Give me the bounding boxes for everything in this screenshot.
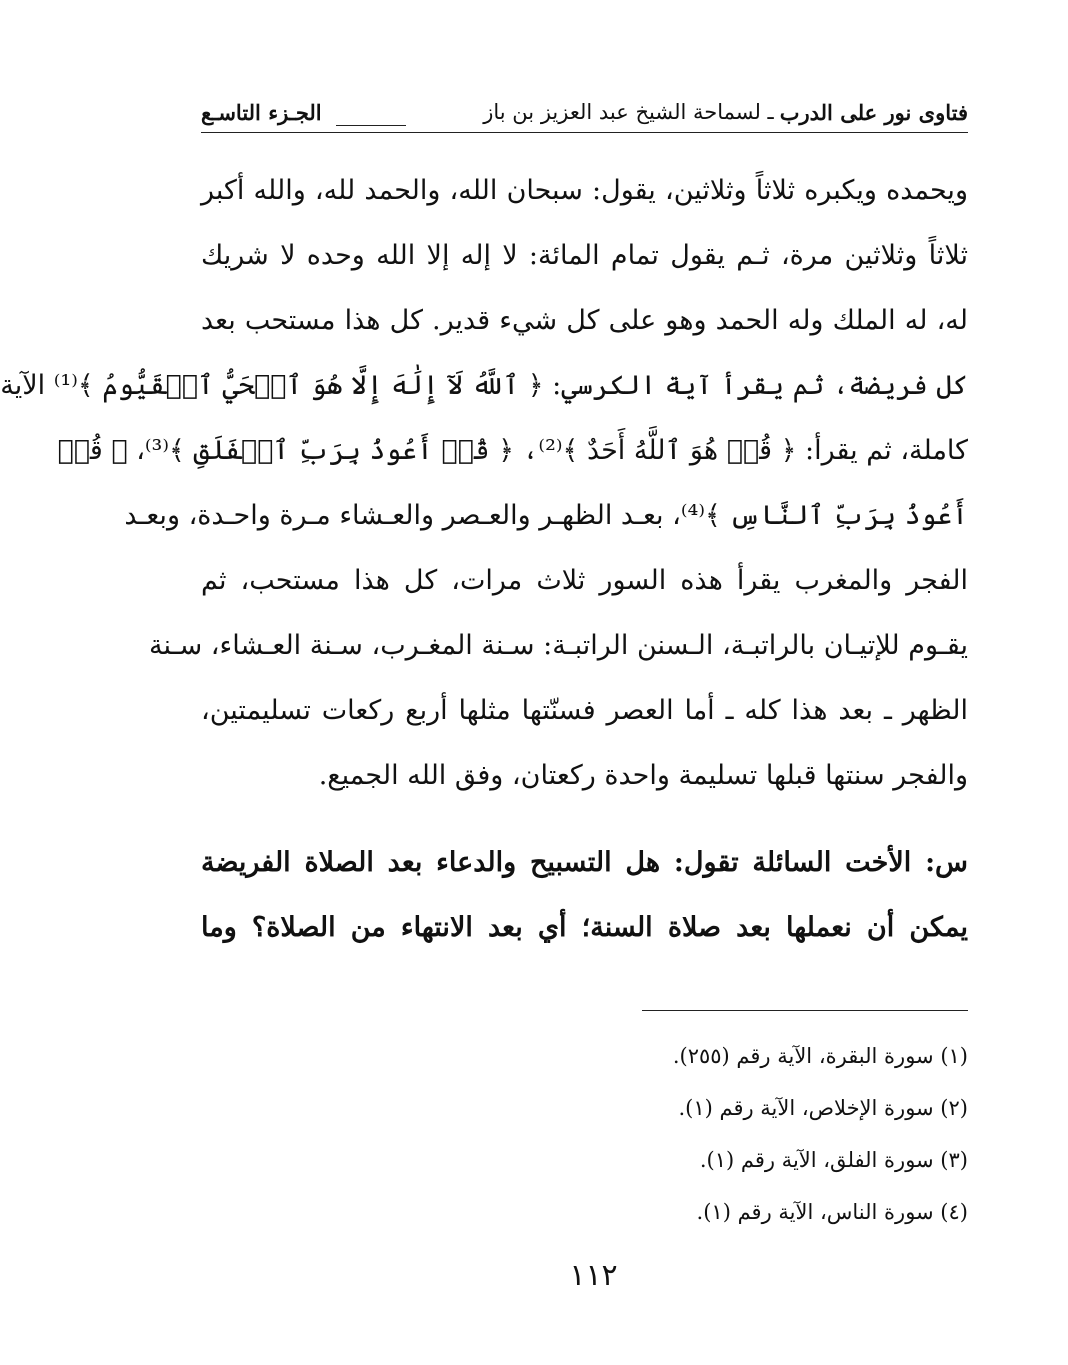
text-line: الظهر ـ بعد هذا كله ـ أما العصر فسنّتها مثلها أربع ركعات تسليمتين، bbox=[201, 695, 968, 726]
question-paragraph bbox=[201, 830, 968, 960]
main-paragraph bbox=[0, 158, 968, 808]
text-line: الفجر والمغرب يقرأ هذه السور ثلاث مرات، كل هذا مستحب، ثم bbox=[201, 565, 968, 596]
header-title-group bbox=[483, 100, 968, 125]
question-line: س: الأخت السائلة تقول: هل التسبيح والدعاء بعد الصلاة الفريضة bbox=[201, 847, 968, 878]
text-line: له، له الملك وله الحمد وهو على كل شيء قدير. كل هذا مستحب بعد bbox=[201, 305, 968, 336]
page-number: ١١٢ bbox=[569, 1258, 618, 1293]
footnote-separator bbox=[642, 1010, 968, 1011]
volume-label: الجـزء التاسـع bbox=[201, 99, 322, 125]
text-line: ويحمده ويكبره ثلاثاً وثلاثين، يقول: سبحان الله، والحمد لله، والله أكبر bbox=[201, 175, 968, 206]
series-title: فتاوى نور على الدرب bbox=[779, 99, 968, 125]
text-line: أَعُوذُ بِرَبِّ ٱلنَّاسِ ﴾⁽⁴⁾، بعـد الظهـر والعـصر والعـشاء مـرة واحـدة، وبعـد bbox=[124, 500, 968, 531]
text-line: كل فريضة، ثم يقرأ آية الكرسي: ﴿ ٱللَّهُ لَآ إِلَٰهَ إِلَّا هُوَ ٱلۡحَيُّ ٱلۡقَيُّومُ ﴾⁽¹⁾ الآية bbox=[0, 370, 968, 401]
text-line: ثلاثاً وثلاثين مرة، ثـم يقول تمام المائة: لا إله إلا الله وحده لا شريك bbox=[201, 240, 968, 271]
footnote-item: (٣) سورة الفلق، الآية رقم (١). bbox=[699, 1148, 968, 1172]
text-line: يقـوم للإتيـان بالراتبـة، الـسنن الراتبـة: سـنة المغـرب، سـنة العـشاء، سـنة bbox=[149, 630, 968, 661]
footnotes bbox=[468, 1030, 968, 1238]
header-volume-group bbox=[201, 100, 414, 125]
text-line: كاملة، ثم يقرأ: ﴿ قُلۡ هُوَ ٱللَّهُ أَحَدٌ ﴾⁽²⁾، ﴿ قُلۡ أَعُوذُ بِرَبِّ ٱلۡفَلَقِ ﴾⁽³⁾، ﴿ قُلۡ bbox=[57, 435, 968, 466]
author-name: ـ لسماحة الشيخ عبد العزيز بن باز bbox=[483, 100, 774, 124]
footnote-item: (٢) سورة الإخلاص، الآية رقم (١). bbox=[678, 1096, 968, 1120]
running-header bbox=[201, 92, 968, 133]
footnote-item: (١) سورة البقرة، الآية رقم (٢٥٥). bbox=[672, 1044, 968, 1068]
text-line: والفجر سنتها قبلها تسليمة واحدة ركعتان، وفق الله الجميع. bbox=[318, 760, 968, 791]
footnote-item: (٤) سورة الناس، الآية رقم (١). bbox=[696, 1200, 968, 1224]
header-rule bbox=[336, 125, 406, 126]
question-line: يمكن أن نعملها بعد صلاة السنة؛ أي بعد الانتهاء من الصلاة؟ وما bbox=[201, 912, 968, 943]
